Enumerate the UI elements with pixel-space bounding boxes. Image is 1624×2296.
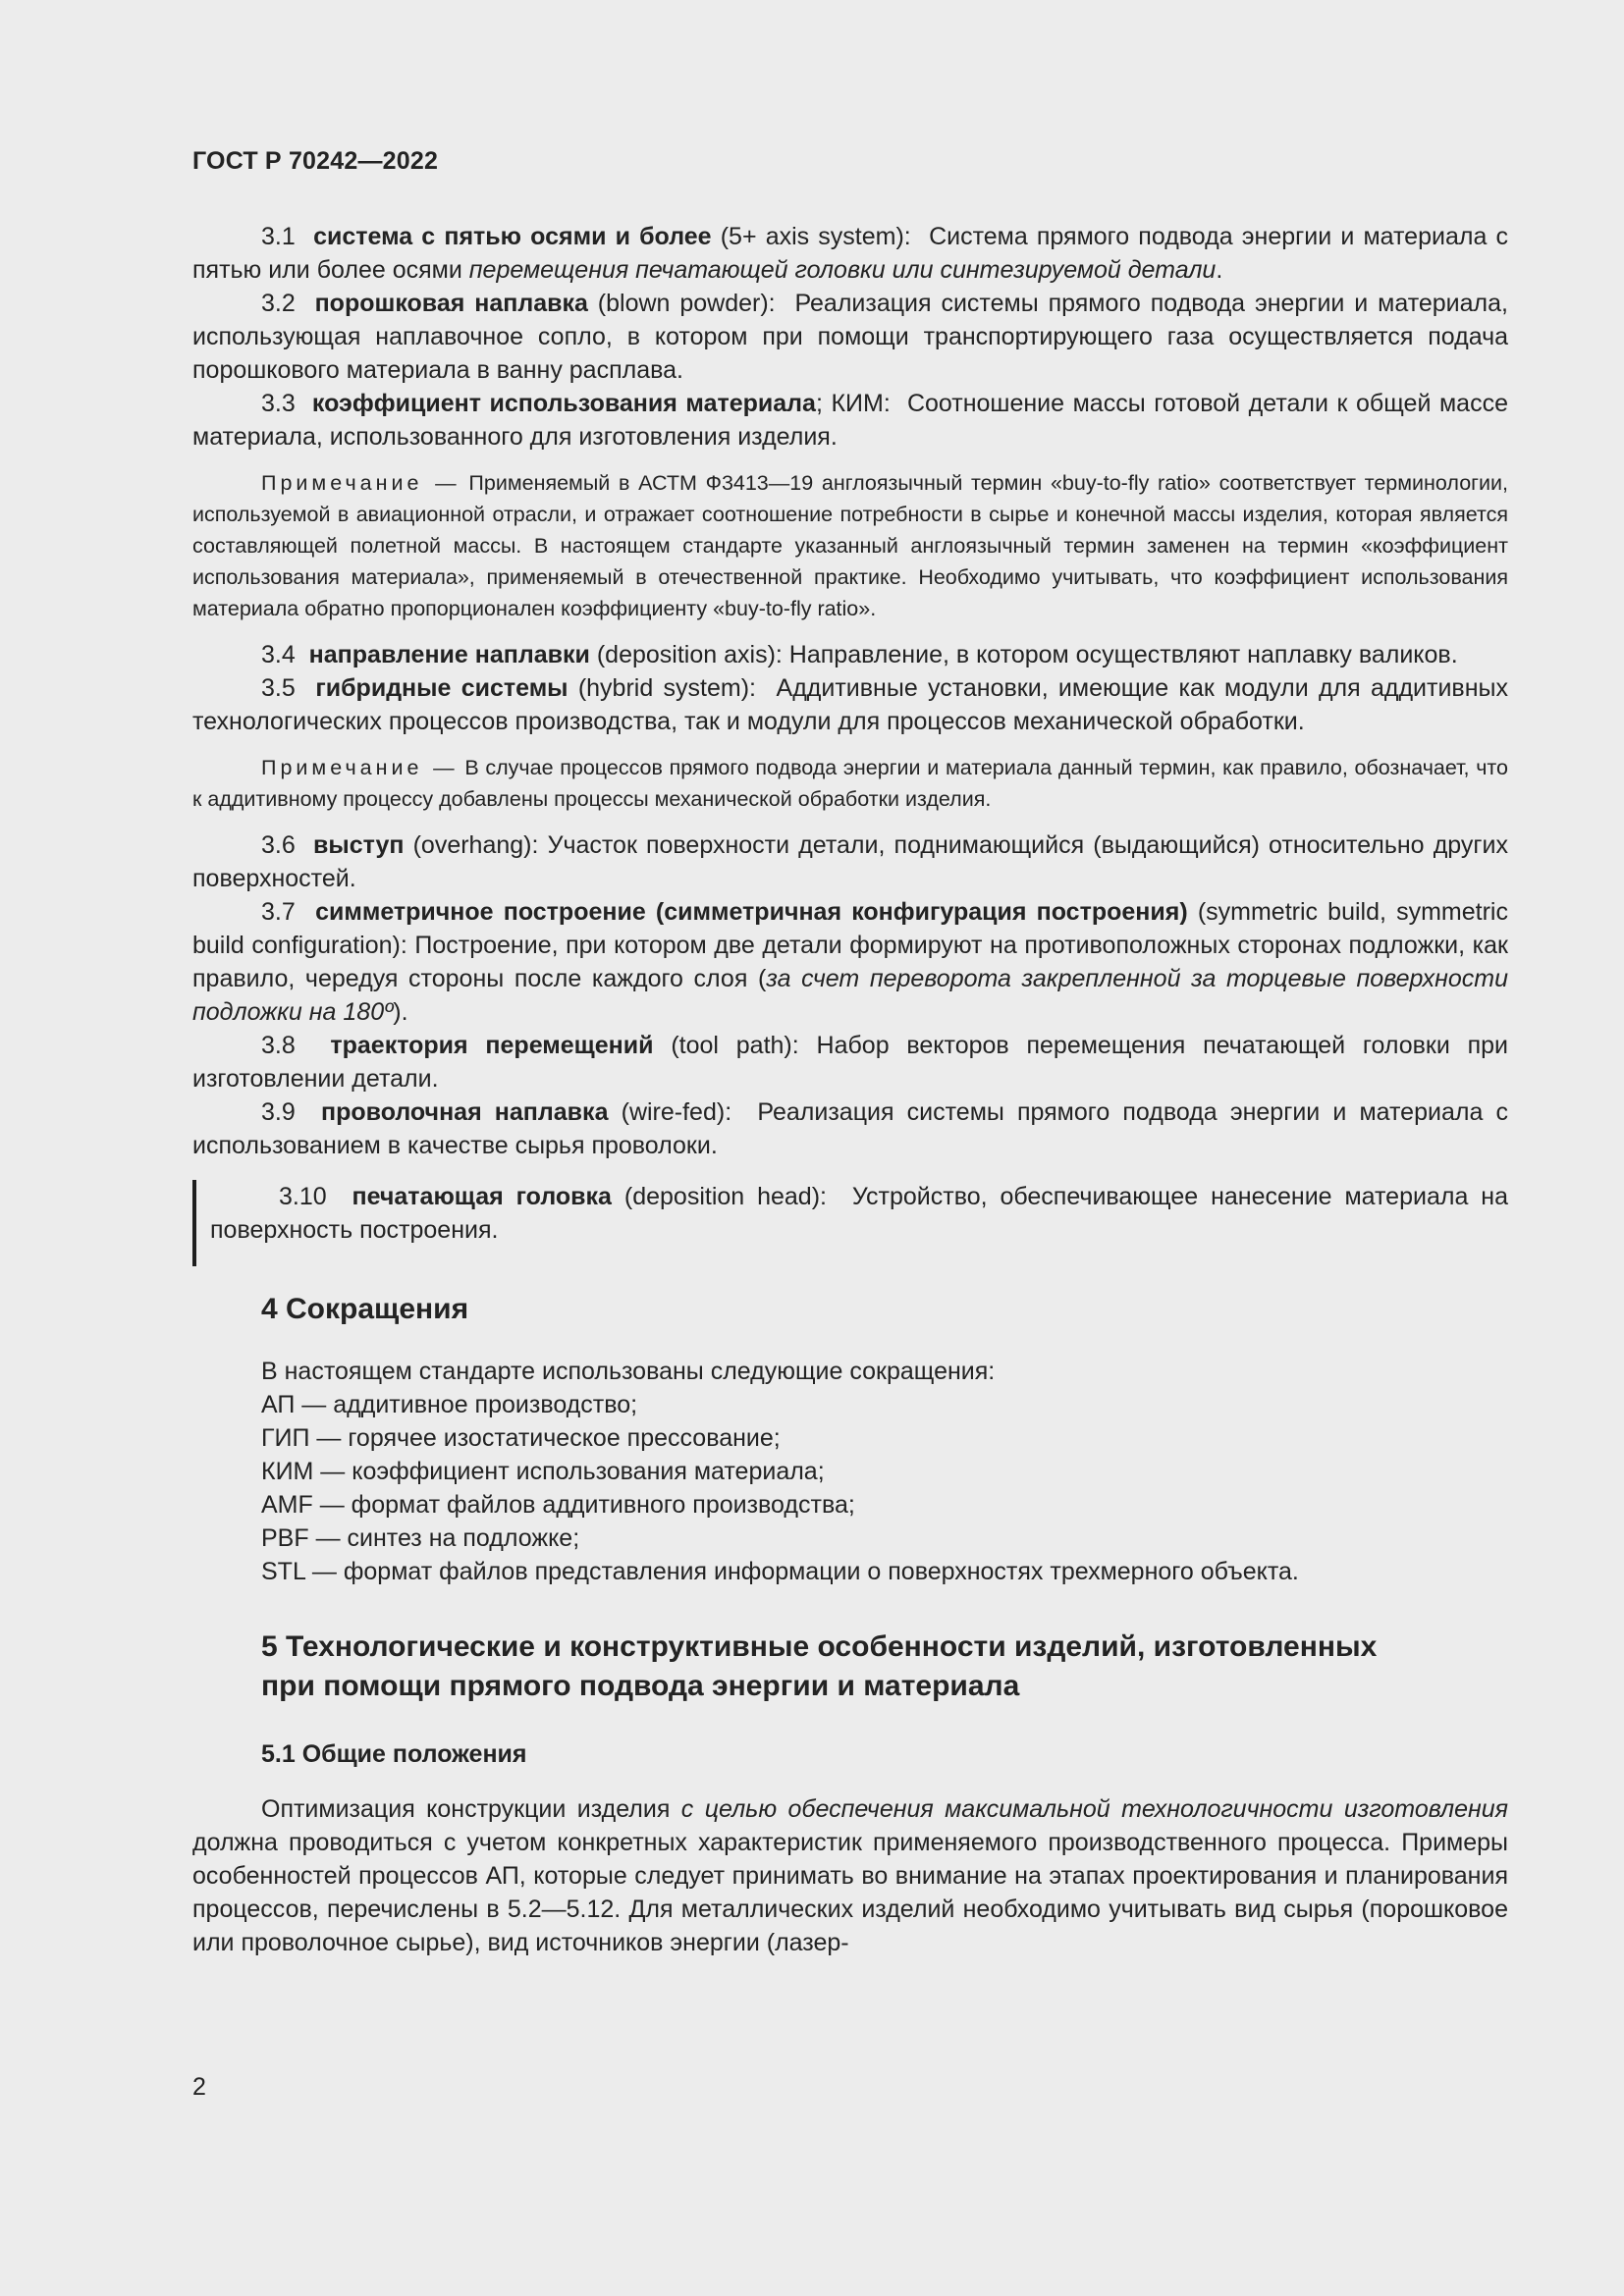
list-item: PBF — синтез на подложке; <box>261 1524 580 1552</box>
term-number: 3.10 <box>279 1183 327 1210</box>
term-english: (5+ axis system): <box>720 223 911 250</box>
term-number: 3.6 <box>261 831 296 859</box>
term-3-6 <box>192 828 1508 895</box>
list-item: ГИП — горячее изостатическое прессование; <box>261 1424 781 1452</box>
term-3-10 <box>192 1180 1508 1247</box>
term-number: 3.2 <box>261 290 296 317</box>
term-3-8 <box>192 1029 1508 1095</box>
term-definition: Построение, при котором две детали формируют на противоположных сторонах подложки, как правило, чередуя стороны после каждого слоя ( <box>192 932 1508 992</box>
term-definition-italic: за счет переворота закрепленной за торцевые поверхности подложки на 180º <box>192 965 1508 1026</box>
term-3-1: 3.1 система с пятью осями и более (5+ axis system): Система прямого подвода энергии и материала с пятью или более осями перемещения печатающей головки или синтезируемой детали. <box>192 223 1508 284</box>
term-3-3 <box>192 387 1508 454</box>
term-definition: Соотношение массы готовой детали к общей массе материала, использованного для изготовления изделия. <box>192 390 1508 451</box>
term-definition-italic: перемещения печатающей головки или синтезируемой детали <box>468 256 1217 284</box>
term-english: (overhang): <box>412 831 539 859</box>
term-english: ; КИМ: <box>815 390 891 417</box>
section-4-title: 4 Сокращения <box>261 1293 469 1325</box>
term-english: (wire-fed): <box>621 1098 732 1126</box>
term-number: 3.9 <box>261 1098 296 1126</box>
term-definition: Набор векторов перемещения печатающей головки при изготовлении детали. <box>192 1032 1508 1093</box>
list-item: КИМ — коэффициент использования материала; <box>261 1458 825 1485</box>
term-name: выступ <box>312 831 405 859</box>
term-english: (hybrid system): <box>577 674 756 702</box>
note-text: Применяемый в АСТМ Ф3413—19 англоязычный термин «buy-to-fly ratio» соответствует терминологии, используемой в авиационной отрасли, и отражает соотношение потребности в сырье и конечной массы изделия, которая является составляющей полетной массы. В настоящем стандарте указанный англоязычный термин заменен на термин «коэффициент использования материала», применяемый в отечественной практике. Необходимо учитывать, что коэффициент использования материала обратно пропорционален коэффициенту «buy-to-fly ratio». <box>192 471 1508 620</box>
list-item: АП — аддитивное производство; <box>261 1391 638 1418</box>
page-number: 2 <box>192 2073 206 2101</box>
term-english: (blown powder): <box>597 290 776 317</box>
term-name: система с пятью осями и более <box>313 223 712 250</box>
term-name: коэффициент использования материала <box>311 390 816 417</box>
term-definition: Устройство, обеспечивающее нанесение материала на поверхность построения. <box>210 1183 1508 1244</box>
section-5-1-paragraph: Оптимизация конструкции изделия с целью обеспечения максимальной технологичности изготовления должна проводиться с учетом конкретных характеристик применяемого производственного процесса. Примеры особенностей процессов АП, которые следует принимать во внимание на этапах проектирования и планирования процессов, перечислены в 5.2—5.12. Для металлических изделий необходимо учитывать вид сырья (порошковое или проволочное сырье), вид источников энергии (лазер- <box>192 1795 1508 1956</box>
term-number: 3.8 <box>261 1032 296 1059</box>
term-3-7: 3.7 симметричное построение (симметричная конфигурация построения) (symmetric build, symmetric build configuration): Построение, при котором две детали формируют на противоположных сторонах подложки, как правило, чередуя стороны после каждого слоя (за счет переворота закрепленной за торцевые поверхности подложки на 180º). <box>192 898 1508 1026</box>
term-3-4 <box>192 638 1508 671</box>
document-body <box>192 220 1508 1959</box>
term-definition: Аддитивные установки, имеющие как модули для аддитивных технологических процессов производства, так и модули для процессов механической обработки. <box>192 674 1508 735</box>
term-3-5 <box>192 671 1508 738</box>
term-name: направление наплавки <box>308 641 590 668</box>
term-english: (deposition head): <box>623 1183 827 1210</box>
term-name: печатающая головка <box>352 1183 612 1210</box>
revised-block <box>192 1180 1508 1247</box>
list-item: AMF — формат файлов аддитивного производства; <box>261 1491 855 1519</box>
note-label: Примечание — <box>261 756 459 779</box>
term-name: симметричное построение (симметричная конфигурация построения) <box>315 898 1188 926</box>
document-header: ГОСТ Р 70242—2022 <box>192 147 439 175</box>
term-definition: Участок поверхности детали, поднимающийся (выдающийся) относительно других поверхностей. <box>192 831 1508 892</box>
section-5-1-title: 5.1 Общие положения <box>261 1740 527 1768</box>
term-number: 3.7 <box>261 898 296 926</box>
note-text: В случае процессов прямого подвода энергии и материала данный термин, как правило, обозначает, что к аддитивному процессу добавлены процессы механической обработки изделия. <box>192 756 1508 811</box>
abbreviation-list <box>192 1388 1508 1588</box>
term-definition: Система прямого подвода энергии и материала с пятью или более осями <box>192 223 1508 284</box>
section-5-title: 5 Технологические и конструктивные особенности изделий, изготовленных при помощи прямого подвода энергии и материала <box>261 1630 1378 1702</box>
revision-bar <box>192 1180 196 1266</box>
term-number: 3.3 <box>261 390 296 417</box>
term-definition: Реализация системы прямого подвода энергии и материала, использующая наплавочное сопло, в котором при помощи транспортирующего газа осуществляется подача порошкового материала в ванну расплава. <box>192 290 1508 384</box>
term-english: (deposition axis): <box>596 641 783 668</box>
term-english: (symmetric build, symmetric build configuration): <box>192 898 1508 959</box>
list-item: STL — формат файлов представления информации о поверхностях трехмерного объекта. <box>261 1558 1299 1585</box>
term-3-2 <box>192 287 1508 387</box>
note-2 <box>192 752 1508 815</box>
term-definition: Направление, в котором осуществляют наплавку валиков. <box>788 641 1458 668</box>
term-number: 3.5 <box>261 674 296 702</box>
term-3-9 <box>192 1095 1508 1162</box>
term-english: (tool path): <box>671 1032 799 1059</box>
term-definition: Реализация системы прямого подвода энергии и материала с использованием в качестве сырья проволоки. <box>192 1098 1508 1159</box>
section-4-intro: В настоящем стандарте использованы следующие сокращения: <box>261 1358 996 1385</box>
term-name: гибридные системы <box>315 674 568 702</box>
term-name: проволочная наплавка <box>321 1098 609 1126</box>
term-name: траектория перемещений <box>330 1032 654 1059</box>
term-name: порошковая наплавка <box>314 290 588 317</box>
note-label: Примечание — <box>261 471 460 495</box>
term-number: 3.1 <box>261 223 296 250</box>
note-1 <box>192 467 1508 624</box>
term-number: 3.4 <box>261 641 296 668</box>
